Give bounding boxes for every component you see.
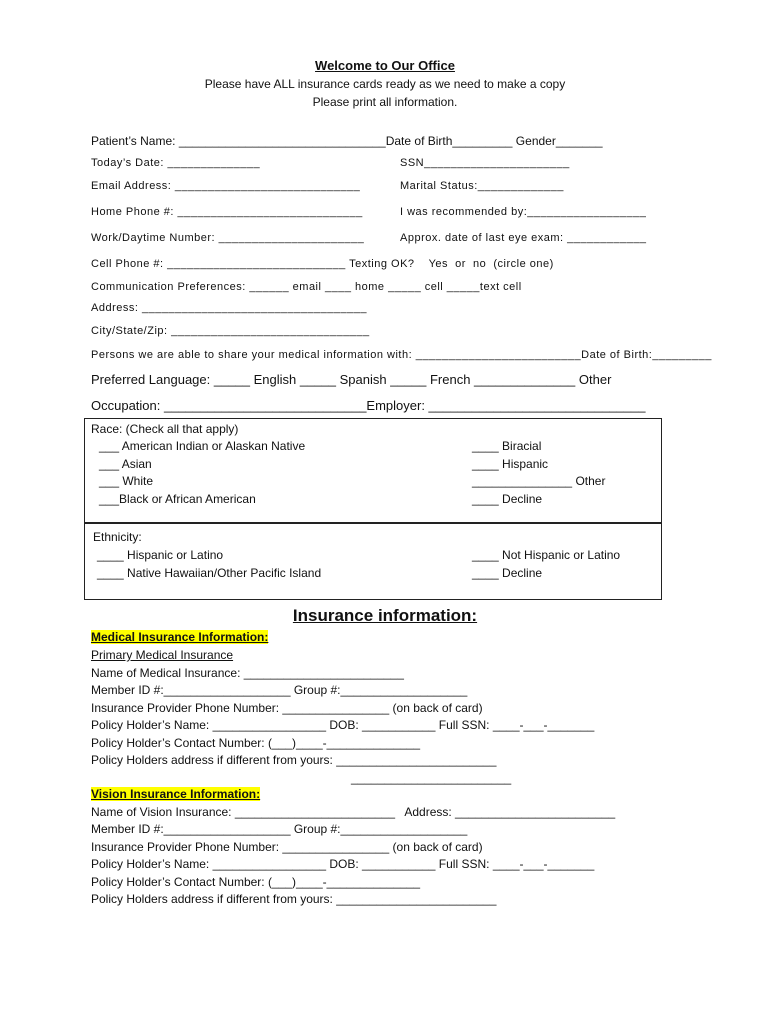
vision-holder-address-field[interactable]: Policy Holders address if different from yours: ________________________	[91, 892, 497, 906]
communication-preferences-field[interactable]: Communication Preferences: ______ email ____ home _____ cell _____text cell	[91, 281, 522, 293]
medical-holder-address-field[interactable]: Policy Holders address if different from yours: ________________________	[91, 753, 497, 767]
ethnicity-option[interactable]: ____ Not Hispanic or Latino	[472, 548, 621, 562]
last-eye-exam-field[interactable]: Approx. date of last eye exam: ____________	[400, 232, 647, 244]
insurance-heading: Insurance information:	[292, 606, 478, 625]
race-label: Race: (Check all that apply)	[91, 422, 239, 436]
race-option[interactable]: ___ Asian	[99, 457, 152, 471]
instruction-line-1: Please have ALL insurance cards ready as we need to make a copy	[204, 77, 566, 91]
instruction-line-2: Please print all information.	[312, 95, 458, 109]
work-phone-field[interactable]: Work/Daytime Number: ______________________	[91, 232, 365, 244]
primary-medical-insurance-label: Primary Medical Insurance	[91, 648, 234, 662]
medical-provider-phone-field[interactable]: Insurance Provider Phone Number: ________________ (on back of card)	[91, 701, 483, 715]
medical-policy-holder-field[interactable]: Policy Holder’s Name: _________________ DOB: ___________ Full SSN: ____-___-_______	[91, 718, 595, 732]
vision-provider-phone-field[interactable]: Insurance Provider Phone Number: ________________ (on back of card)	[91, 840, 483, 854]
medical-member-id-field[interactable]: Member ID #:___________________ Group #:___________________	[91, 683, 468, 697]
ssn-field[interactable]: SSN______________________	[400, 157, 570, 169]
vision-insurance-name-field[interactable]: Name of Vision Insurance: ________________________ Address: ________________________	[91, 805, 616, 819]
vision-member-id-field[interactable]: Member ID #:___________________ Group #:___________________	[91, 822, 468, 836]
race-option[interactable]: _______________ Other	[472, 474, 606, 488]
race-option[interactable]: ___ White	[99, 474, 154, 488]
race-option[interactable]: ___Black or African American	[99, 492, 256, 506]
medical-insurance-label: Medical Insurance Information:	[91, 630, 269, 644]
form-title: Welcome to Our Office	[315, 58, 455, 73]
patient-name-field[interactable]: Patient’s Name: _______________________________Date of Birth_________ Gender_______	[91, 134, 603, 148]
occupation-employer-field[interactable]: Occupation: ____________________________Employer: ______________________________	[91, 398, 646, 413]
ethnicity-option[interactable]: ____ Native Hawaiian/Other Pacific Island	[97, 566, 322, 580]
share-info-field[interactable]: Persons we are able to share your medical information with: _________________________Date of Birth:_________	[91, 349, 712, 361]
ethnicity-option[interactable]: ____ Hispanic or Latino	[97, 548, 224, 562]
vision-insurance-label: Vision Insurance Information:	[91, 787, 261, 801]
address-field[interactable]: Address: __________________________________	[91, 302, 367, 314]
race-option[interactable]: ____ Hispanic	[472, 457, 549, 471]
medical-insurance-name-field[interactable]: Name of Medical Insurance: ________________________	[91, 666, 404, 680]
todays-date-field[interactable]: Today’s Date: ______________	[91, 157, 261, 169]
city-state-zip-field[interactable]: City/State/Zip: ______________________________	[91, 325, 370, 337]
medical-contact-number-field[interactable]: Policy Holder’s Contact Number: (___)____-______________	[91, 736, 421, 750]
medical-holder-address-continued[interactable]: ________________________	[351, 771, 512, 785]
race-option[interactable]: ____ Biracial	[472, 439, 542, 453]
vision-contact-number-field[interactable]: Policy Holder’s Contact Number: (___)____-______________	[91, 875, 421, 889]
race-option[interactable]: ____ Decline	[472, 492, 543, 506]
ethnicity-option[interactable]: ____ Decline	[472, 566, 543, 580]
ethnicity-label: Ethnicity:	[93, 530, 142, 544]
vision-policy-holder-field[interactable]: Policy Holder’s Name: _________________ DOB: ___________ Full SSN: ____-___-_______	[91, 857, 595, 871]
cell-phone-field[interactable]: Cell Phone #: ___________________________ Texting OK? Yes or no (circle one)	[91, 258, 554, 270]
recommended-by-field[interactable]: I was recommended by:__________________	[400, 206, 647, 218]
home-phone-field[interactable]: Home Phone #: ____________________________	[91, 206, 363, 218]
email-field[interactable]: Email Address: ____________________________	[91, 180, 361, 192]
preferred-language-field[interactable]: Preferred Language: _____ English _____ Spanish _____ French ______________ Other	[91, 372, 612, 387]
race-option[interactable]: ___ American Indian or Alaskan Native	[99, 439, 306, 453]
marital-status-field[interactable]: Marital Status:_____________	[400, 180, 564, 192]
